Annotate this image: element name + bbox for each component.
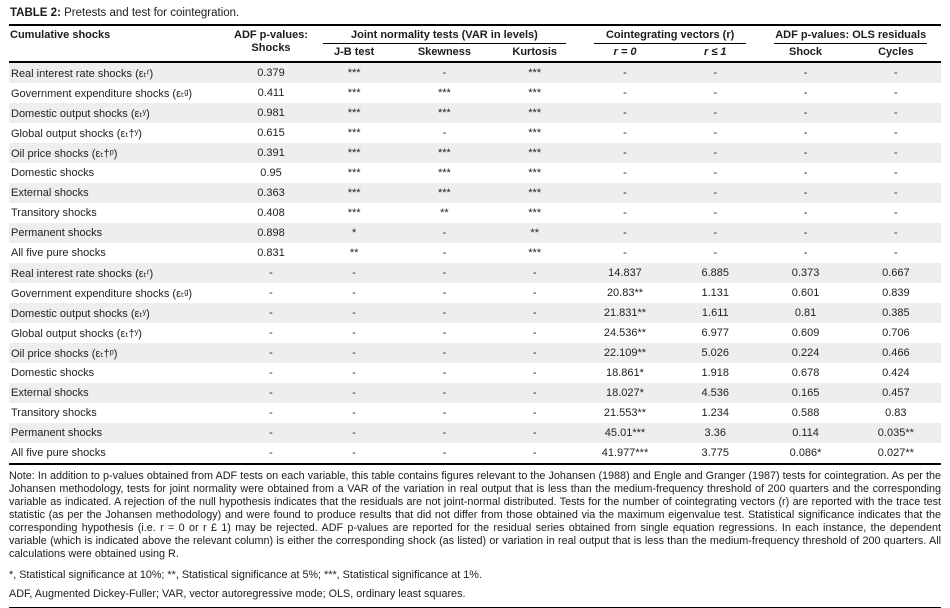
cell-r-equals-0: 21.553**	[603, 407, 647, 419]
header-r-leq-1: r ≤ 1	[670, 44, 760, 62]
row-label: Government expenditure shocks (εₜᵍ)	[11, 287, 193, 300]
cell-shock: -	[803, 227, 808, 239]
cell-kurtosis: -	[532, 287, 537, 299]
cell-cycles: -	[894, 127, 898, 139]
table-row	[9, 383, 941, 403]
cell-cycles: 0.027**	[851, 443, 941, 464]
cell-r-leq-1: -	[713, 107, 718, 119]
row-label: All five pure shocks	[11, 247, 106, 259]
cell-kurtosis: ***	[528, 127, 542, 139]
abbreviations-note: ADF, Augmented Dickey-Fuller; VAR, vector autoregressive mode; OLS, ordinary least squares.	[9, 588, 941, 608]
cell-adf-shocks: 0.615	[257, 127, 285, 139]
cell-shock: -	[803, 87, 808, 99]
cell-r-equals-0: -	[623, 67, 627, 79]
cell-jb-test: -	[352, 387, 356, 399]
cell-r-equals-0: 45.01***	[604, 427, 646, 439]
row-label: Domestic shocks	[11, 167, 95, 179]
cell-adf-shocks: 0.363	[257, 187, 285, 199]
cell-skewness: -	[442, 387, 447, 399]
cell-adf-shocks: 0.411	[257, 87, 285, 99]
table-row	[9, 343, 941, 363]
cell-jb-test: -	[352, 367, 356, 379]
cell-kurtosis: -	[532, 347, 537, 359]
cell-cycles: 0.035**	[877, 427, 914, 439]
cell-shock: -	[803, 167, 808, 179]
cell-adf-shocks: -	[269, 267, 273, 279]
cell-skewness: -	[442, 427, 447, 439]
cell-r-leq-1: -	[713, 167, 718, 179]
cell-r-leq-1: 5.026	[701, 347, 730, 359]
cell-shock: -	[803, 207, 808, 219]
cell-r-leq-1: 1.234	[701, 407, 730, 419]
cell-shock: 0.601	[791, 287, 820, 299]
cell-kurtosis: ***	[528, 187, 542, 199]
cell-kurtosis: ***	[528, 207, 542, 219]
cell-cycles: -	[894, 187, 898, 199]
cell-jb-test: **	[349, 247, 359, 259]
header-adf-pvalues-shocks: ADF p-values: Shocks	[233, 26, 309, 62]
table-row	[9, 403, 941, 423]
table-row	[9, 283, 941, 303]
cell-r-equals-0: -	[623, 207, 627, 219]
cell-adf-shocks: -	[269, 307, 273, 319]
cell-jb-test: ***	[347, 127, 361, 139]
cell-r-leq-1: 1.918	[701, 367, 730, 379]
cell-cycles: 0.424	[882, 367, 910, 379]
cell-skewness: ***	[438, 147, 451, 159]
table-row	[9, 83, 941, 103]
cell-kurtosis: **	[530, 227, 539, 239]
cell-shock: -	[803, 127, 808, 139]
cell-skewness: ***	[438, 107, 451, 119]
cell-shock: -	[803, 67, 808, 79]
cell-adf-shocks: 0.981	[257, 107, 285, 119]
header-shock: Shock	[760, 44, 850, 62]
cell-cycles: -	[894, 87, 898, 99]
cell-cycles: -	[894, 227, 898, 239]
header-jb-test: J-B test	[309, 44, 399, 62]
row-label: Global output shocks (εₜ†ʸ)	[11, 127, 142, 140]
table-header	[9, 26, 941, 62]
table-row	[9, 243, 941, 263]
cell-cycles: -	[894, 167, 898, 179]
cell-adf-shocks: 0.379	[257, 67, 285, 79]
cell-adf-shocks: -	[269, 407, 273, 419]
table-row	[9, 443, 941, 464]
table-caption: Pretests and test for cointegration.	[60, 7, 240, 19]
cell-r-equals-0: -	[623, 227, 627, 239]
table-row	[9, 203, 941, 223]
cell-r-leq-1: -	[713, 207, 718, 219]
cell-r-leq-1: 4.536	[701, 387, 730, 399]
cell-r-equals-0: -	[623, 127, 627, 139]
cell-r-leq-1: -	[713, 147, 718, 159]
cell-jb-test: -	[352, 347, 356, 359]
cell-r-equals-0: 14.837	[608, 267, 642, 279]
cell-r-equals-0: -	[623, 247, 627, 259]
cell-skewness: ***	[438, 187, 451, 199]
table-row	[9, 223, 941, 243]
table-row	[9, 263, 941, 283]
cell-cycles: 0.706	[882, 327, 910, 339]
cell-skewness: -	[399, 443, 489, 464]
header-group-adf-ols-residuals: ADF p-values: OLS residuals	[760, 26, 941, 44]
cell-r-equals-0: -	[623, 167, 627, 179]
cell-skewness: -	[442, 227, 447, 239]
cell-r-leq-1: 3.36	[704, 427, 726, 439]
row-label: Oil price shocks (εₜ†ᵖ)	[11, 347, 118, 360]
cell-adf-shocks: -	[269, 427, 273, 439]
table-title	[9, 4, 941, 26]
cell-cycles: 0.385	[882, 307, 910, 319]
cell-shock: 0.609	[791, 327, 820, 339]
row-label: Transitory shocks	[11, 407, 97, 419]
table-row	[9, 183, 941, 203]
cell-shock: 0.588	[791, 407, 820, 419]
cell-jb-test: -	[352, 287, 356, 299]
cell-cycles: -	[894, 67, 898, 79]
cell-kurtosis: -	[532, 407, 537, 419]
cell-cycles: -	[894, 147, 898, 159]
cell-r-equals-0: -	[623, 87, 627, 99]
cell-skewness: -	[442, 327, 447, 339]
cell-jb-test: *	[352, 227, 357, 239]
cell-skewness: -	[442, 67, 447, 79]
row-label: All five pure shocks	[9, 443, 233, 464]
table-row	[9, 103, 941, 123]
cell-jb-test: ***	[347, 167, 361, 179]
cell-kurtosis: ***	[528, 107, 542, 119]
cell-shock: -	[803, 187, 808, 199]
cell-adf-shocks: 0.408	[257, 207, 285, 219]
cell-kurtosis: ***	[528, 247, 542, 259]
cell-skewness: -	[442, 407, 447, 419]
cell-skewness: -	[442, 127, 447, 139]
row-label: Transitory shocks	[11, 207, 97, 219]
cell-adf-shocks: 0.95	[260, 167, 282, 179]
header-r-equals-0: r = 0	[580, 44, 670, 62]
cell-adf-shocks: -	[269, 347, 273, 359]
cell-kurtosis: ***	[528, 147, 542, 159]
cell-r-leq-1: 1.611	[701, 307, 729, 319]
cell-kurtosis: ***	[528, 87, 542, 99]
row-label: Permanent shocks	[11, 427, 103, 439]
cell-shock: -	[803, 247, 808, 259]
cell-r-leq-1: 6.885	[701, 267, 730, 279]
cell-r-equals-0: 20.83**	[606, 287, 644, 299]
cell-skewness: -	[442, 267, 447, 279]
cell-skewness: -	[442, 367, 447, 379]
cell-shock: 0.086*	[760, 443, 850, 464]
cell-jb-test: -	[309, 443, 399, 464]
cell-cycles: 0.466	[882, 347, 910, 359]
cell-r-leq-1: 6.977	[701, 327, 730, 339]
table-row	[9, 303, 941, 323]
table-row	[9, 62, 941, 83]
cell-cycles: 0.839	[882, 287, 910, 299]
cell-r-equals-0: -	[623, 107, 627, 119]
cell-adf-shocks: -	[269, 327, 273, 339]
cell-kurtosis: -	[532, 367, 537, 379]
cell-shock: 0.678	[791, 367, 820, 379]
cell-adf-shocks: 0.831	[257, 247, 285, 259]
table-row	[9, 423, 941, 443]
cell-cycles: 0.667	[882, 267, 910, 279]
cell-skewness: **	[440, 207, 449, 219]
row-label: Domestic output shocks (εₜʸ)	[11, 307, 150, 320]
cell-cycles: 0.83	[885, 407, 907, 419]
table-number: TABLE 2:	[10, 7, 61, 19]
row-label: Real interest rate shocks (εₜʳ)	[11, 267, 154, 280]
cell-r-leq-1: 1.131	[701, 287, 730, 299]
cell-r-leq-1: -	[713, 67, 718, 79]
table-row	[9, 323, 941, 343]
cell-r-equals-0: 18.027*	[606, 387, 644, 399]
cell-kurtosis: -	[532, 327, 537, 339]
cell-r-equals-0: 41.977***	[580, 443, 670, 464]
cell-r-leq-1: -	[713, 227, 718, 239]
cell-cycles: -	[894, 107, 898, 119]
table-row	[9, 143, 941, 163]
cell-r-leq-1: -	[713, 87, 718, 99]
cell-jb-test: -	[352, 307, 356, 319]
row-label: Real interest rate shocks (εₜʳ)	[11, 67, 154, 80]
table-note: Note: In addition to p-values obtained from ADF tests on each variable, this table contains figures relevant to the Johansen (1988) and Engle and Granger (1987) tests for cointegration. As per the Johansen methodology, tests for joint normality were obtained from a VAR of the variation in real output that is less than the medium-frequency threshold of 200 quarters and the corresponding variable as indicated. A rejection of the null hypothesis indicates that the residuals are not joint-normal distributed. Tests for the number of cointegrating vectors (r) are reported with the trace test statistic (as per the Johansen methodology) and were found to produce results that did not differ from those obtained via the maximum eigenvalue test. Statistical significance indicates that the corresponding hypothesis (i.e. r = 0 or r £ 1) may be rejected. ADF p-values are reported for the residual series obtained from single equation regressions. In each instance, the dependent variable (which is indicated above the relevant column) is either the corresponding shock (as listed) or variation in real output that is less than the medium-frequency threshold of 200 quarters. All calculations were obtained using R.	[9, 470, 941, 560]
cell-jb-test: -	[352, 407, 356, 419]
cell-jb-test: -	[352, 327, 356, 339]
cell-adf-shocks: 0.391	[257, 147, 285, 159]
cell-kurtosis: ***	[528, 167, 542, 179]
cell-skewness: -	[442, 347, 447, 359]
cell-shock: 0.81	[794, 307, 817, 319]
header-skewness: Skewness	[399, 44, 489, 62]
row-label: External shocks	[11, 187, 89, 199]
cell-skewness: -	[442, 307, 447, 319]
cell-shock: 0.373	[791, 267, 820, 279]
header-cumulative-shocks: Cumulative shocks	[9, 26, 233, 62]
header-kurtosis: Kurtosis	[490, 44, 580, 62]
cell-cycles: -	[894, 247, 898, 259]
cell-skewness: ***	[438, 167, 451, 179]
cell-shock: -	[803, 147, 808, 159]
cell-jb-test: ***	[347, 187, 361, 199]
cell-kurtosis: -	[532, 307, 537, 319]
cell-kurtosis: -	[490, 443, 580, 464]
cell-r-equals-0: -	[623, 147, 627, 159]
row-label: Domestic output shocks (εₜʸ)	[11, 107, 150, 120]
cell-jb-test: -	[352, 267, 356, 279]
cell-kurtosis: ***	[528, 67, 542, 79]
header-group-cointegrating-vectors: Cointegrating vectors (r)	[580, 26, 761, 44]
table-row	[9, 123, 941, 143]
significance-note: *, Statistical significance at 10%; **, Statistical significance at 5%; ***, Statistical significance at 1%.	[9, 569, 482, 581]
cell-kurtosis: -	[532, 427, 537, 439]
cell-kurtosis: -	[532, 387, 537, 399]
cell-skewness: -	[442, 287, 447, 299]
header-group-joint-normality: Joint normality tests (VAR in levels)	[309, 26, 580, 44]
row-label: Oil price shocks (εₜ†ᵖ)	[11, 147, 118, 160]
table-row	[9, 363, 941, 383]
cell-r-leq-1: -	[713, 127, 718, 139]
cell-jb-test: ***	[347, 207, 361, 219]
cell-r-equals-0: 18.861*	[606, 367, 644, 379]
row-label: External shocks	[11, 387, 89, 399]
table-body	[9, 62, 941, 464]
cell-shock: 0.224	[791, 347, 820, 359]
cell-shock: 0.114	[792, 427, 819, 439]
row-label: Global output shocks (εₜ†ʸ)	[11, 327, 142, 340]
cell-adf-shocks: -	[269, 287, 273, 299]
cell-skewness: -	[442, 247, 447, 259]
cointegration-table	[9, 26, 941, 465]
cell-jb-test: ***	[347, 87, 361, 99]
cell-adf-shocks: -	[269, 387, 273, 399]
cell-cycles: -	[894, 207, 898, 219]
cell-adf-shocks: -	[233, 443, 309, 464]
cell-adf-shocks: -	[269, 367, 273, 379]
row-label: Domestic shocks	[11, 367, 95, 379]
cell-r-equals-0: 22.109**	[603, 347, 647, 359]
cell-shock: -	[803, 107, 808, 119]
cell-jb-test: ***	[347, 107, 361, 119]
cell-jb-test: -	[352, 427, 356, 439]
cell-jb-test: ***	[347, 147, 361, 159]
cell-r-leq-1: -	[713, 247, 718, 259]
cell-r-equals-0: 21.831**	[603, 307, 647, 319]
cell-r-equals-0: -	[623, 187, 627, 199]
row-label: Permanent shocks	[11, 227, 103, 239]
cell-kurtosis: -	[532, 267, 537, 279]
header-cycles: Cycles	[851, 44, 941, 62]
cell-r-equals-0: 24.536**	[603, 327, 647, 339]
cell-r-leq-1: -	[713, 187, 718, 199]
row-label: Government expenditure shocks (εₜᵍ)	[11, 87, 193, 100]
cell-shock: 0.165	[791, 387, 820, 399]
cell-r-leq-1: 3.775	[670, 443, 760, 464]
cell-adf-shocks: 0.898	[257, 227, 285, 239]
cell-jb-test: ***	[347, 67, 361, 79]
table-row	[9, 163, 941, 183]
cell-cycles: 0.457	[882, 387, 910, 399]
cell-skewness: ***	[438, 87, 451, 99]
